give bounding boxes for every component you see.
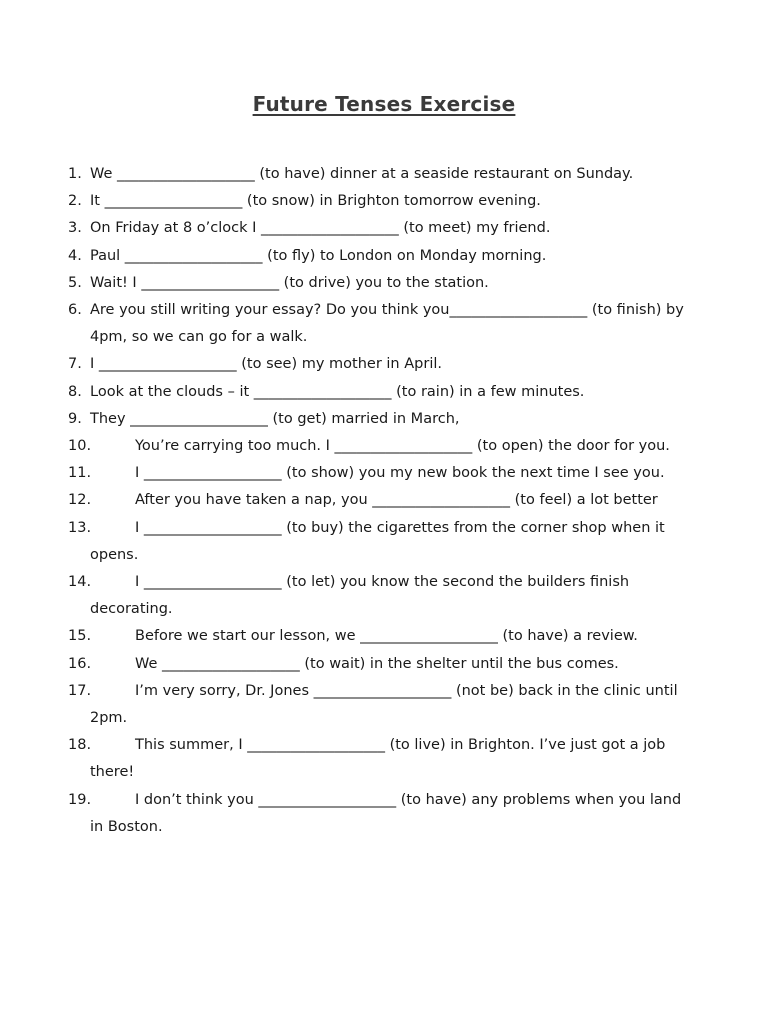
item-number: 3. <box>68 220 82 237</box>
item-text: They ___________________ (to get) married in March, <box>90 410 460 427</box>
item-text: You’re carrying too much. I ___________________ (to open) the door for you. <box>135 438 670 455</box>
item-text: Before we start our lesson, we ___________________ (to have) a review. <box>135 628 638 645</box>
item-text: After you have taken a nap, you ___________________ (to feel) a lot better <box>135 492 658 509</box>
list-item <box>68 406 688 433</box>
item-number: 18. <box>68 737 92 754</box>
item-number: 14. <box>68 574 92 591</box>
exercise-list <box>68 161 688 841</box>
list-item <box>68 623 688 650</box>
item-text: I ___________________ (to let) you know the second the builders finish decorating. <box>90 574 630 618</box>
list-item <box>68 787 688 841</box>
item-text: I ___________________ (to see) my mother in April. <box>90 356 442 373</box>
item-text: I don’t think you ___________________ (to have) any problems when you land in Boston. <box>90 791 682 835</box>
list-item <box>68 270 688 297</box>
item-number: 11. <box>68 465 92 482</box>
item-text: It ___________________ (to snow) in Brighton tomorrow evening. <box>90 193 541 210</box>
item-text: Paul ___________________ (to fly) to London on Monday morning. <box>90 247 547 264</box>
item-text: On Friday at 8 o’clock I ___________________ (to meet) my friend. <box>90 220 551 237</box>
item-text: This summer, I ___________________ (to live) in Brighton. I’ve just got a job there! <box>90 737 666 781</box>
item-number: 15. <box>68 628 92 645</box>
list-item <box>68 297 688 351</box>
item-number: 1. <box>68 166 82 182</box>
item-number: 16. <box>68 655 92 672</box>
item-number: 10. <box>68 438 92 455</box>
item-number: 5. <box>68 274 82 291</box>
list-item <box>68 569 688 623</box>
list-item <box>68 379 688 406</box>
item-number: 4. <box>68 247 82 264</box>
item-number: 12. <box>68 492 92 509</box>
list-item <box>68 161 688 188</box>
item-text: Wait! I ___________________ (to drive) you to the station. <box>90 274 489 291</box>
item-text: Look at the clouds – it ___________________ (to rain) in a few minutes. <box>90 383 585 400</box>
item-text: I’m very sorry, Dr. Jones ___________________ (not be) back in the clinic until 2pm. <box>90 682 678 727</box>
list-item <box>68 460 688 487</box>
item-text: I ___________________ (to buy) the cigarettes from the corner shop when it opens. <box>90 519 665 563</box>
item-text: We ___________________ (to wait) in the shelter until the bus comes. <box>135 655 619 672</box>
item-number: 17. <box>68 682 92 699</box>
item-text: I ___________________ (to show) you my new book the next time I see you. <box>135 465 665 482</box>
item-text: Are you still writing your essay? Do you think you___________________ (to finish) by 4pm, so we can go for a walk. <box>90 302 684 346</box>
list-item <box>68 433 688 460</box>
item-text: We ___________________ (to have) dinner at a seaside restaurant on Sunday. <box>90 166 634 182</box>
item-number: 6. <box>68 302 82 319</box>
item-number: 13. <box>68 519 92 536</box>
list-item <box>68 732 688 786</box>
item-number: 9. <box>68 410 82 427</box>
list-item <box>68 651 688 678</box>
item-number: 2. <box>68 193 82 210</box>
list-item <box>68 515 688 569</box>
item-number: 8. <box>68 383 82 400</box>
page-title: Future Tenses Exercise <box>252 92 516 116</box>
list-item <box>68 215 688 242</box>
list-item <box>68 351 688 378</box>
list-item <box>68 243 688 270</box>
list-item <box>68 487 688 514</box>
list-item <box>68 678 688 732</box>
list-item <box>68 188 688 215</box>
item-number: 7. <box>68 356 82 373</box>
item-number: 19. <box>68 791 92 808</box>
